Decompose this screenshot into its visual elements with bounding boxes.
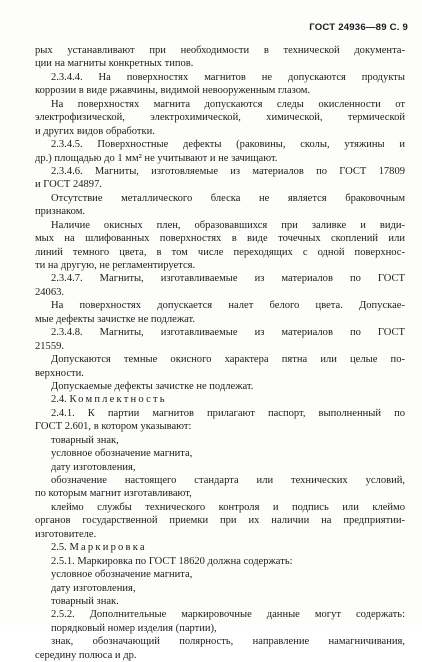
text-line: мые дефекты зачистке не подлежат. — [35, 313, 195, 325]
text-line: Отсутствие металлического блеска не является браковочным — [51, 192, 405, 204]
text-line: товарный знак, — [51, 434, 119, 446]
text-line: 2.3.4.4. На поверхностях магнитов не допускаются продукты — [51, 71, 405, 83]
text-line: 2.5.2. Дополнительные маркировочные данные могут содержать: — [51, 609, 405, 621]
text-line: 21559. — [35, 340, 65, 352]
text-line: обозначение настоящего стандарта или технических условий, — [51, 475, 405, 486]
text-line: мых на шлифованных поверхностях в виде точечных скоплений или — [35, 233, 405, 245]
text-line: электрофизической, электрохимической, химической, термической — [35, 112, 405, 124]
section-heading: Комплектность — [69, 394, 167, 406]
document-body — [35, 44, 405, 662]
text-line: и других видов обработки. — [35, 125, 155, 137]
text-line — [35, 393, 405, 406]
text-line: товарный знак. — [51, 595, 119, 607]
text-line: изготовителе. — [35, 528, 97, 540]
text-line: 2.5.1. Маркировка по ГОСТ 18620 должна содержать: — [51, 555, 293, 567]
text-line: 24063. — [35, 286, 65, 298]
text-line: признаком. — [35, 206, 86, 218]
text-line: ти на другую, не регламентируется. — [35, 260, 196, 271]
section-heading: Маркировка — [69, 542, 147, 554]
text-line: коррозии в виде ржавчины, видимой невооруженным глазом. — [35, 85, 311, 97]
text-line: Допускаемые дефекты зачистке не подлежат. — [51, 380, 254, 392]
text-line: рых устанавливают при необходимости в технической документа- — [35, 45, 405, 56]
text-line: середину полюса и др. — [35, 649, 137, 661]
text-line: дату изготовления, — [51, 582, 136, 594]
text-line: органов государственной приемки при их наличии на предприятии- — [35, 515, 405, 527]
text-line: 2.3.4.7. Магниты, изготавливаемые из материалов по ГОСТ — [51, 273, 405, 285]
text-line: Наличие окисных плен, образовавшихся при заливке и види- — [51, 219, 405, 231]
text-line: ГОСТ 2.601, в котором указывают: — [35, 421, 192, 433]
text-line: знак, обозначающий полярность, направление намагничивания, — [51, 636, 405, 648]
text-line: Допускаются темные окисного характера пятна или целые по- — [51, 354, 405, 366]
text-line: клеймо службы технического контроля и подпись или клеймо — [51, 501, 405, 513]
text-line: ции на магниты конкретных типов. — [35, 58, 194, 70]
text-line: 2.3.4.5. Поверхностные дефекты (раковины, сколы, утяжины и — [51, 139, 405, 151]
section-number: 2.5. — [51, 542, 70, 554]
section-number: 2.4. — [51, 394, 70, 406]
text-line: условное обозначение магнита, — [51, 569, 193, 581]
text-line: дату изготовления, — [51, 461, 136, 473]
text-line — [35, 541, 405, 554]
text-line: линий темного цвета, в том числе переходящих с одной поверхнос- — [35, 246, 405, 258]
text-line: 2.3.4.6. Магниты, изготовляемые из материалов по ГОСТ 17809 — [51, 165, 405, 177]
page-header: ГОСТ 24936—89 С. 9 — [309, 22, 408, 33]
text-line: др.) площадью до 1 мм² не учитывают и не зачищают. — [35, 152, 278, 164]
text-line: 2.4.1. К партии магнитов прилагают паспорт, выполненный по — [51, 407, 405, 419]
text-line: На поверхностях магнита допускаются следы окисленности от — [51, 98, 405, 110]
text-line: по которым магнит изготавливают, — [35, 488, 192, 500]
text-line: верхности. — [35, 367, 84, 379]
text-line: На поверхностях допускается налет белого цвета. Допускае- — [51, 300, 405, 312]
text-line: 2.3.4.8. Магниты, изготавливаемые из материалов по ГОСТ — [51, 327, 405, 339]
text-line: порядковый номер изделия (партии), — [51, 622, 217, 634]
text-line: и ГОСТ 24897. — [35, 179, 102, 191]
text-line: условное обозначение магнита, — [51, 448, 193, 460]
